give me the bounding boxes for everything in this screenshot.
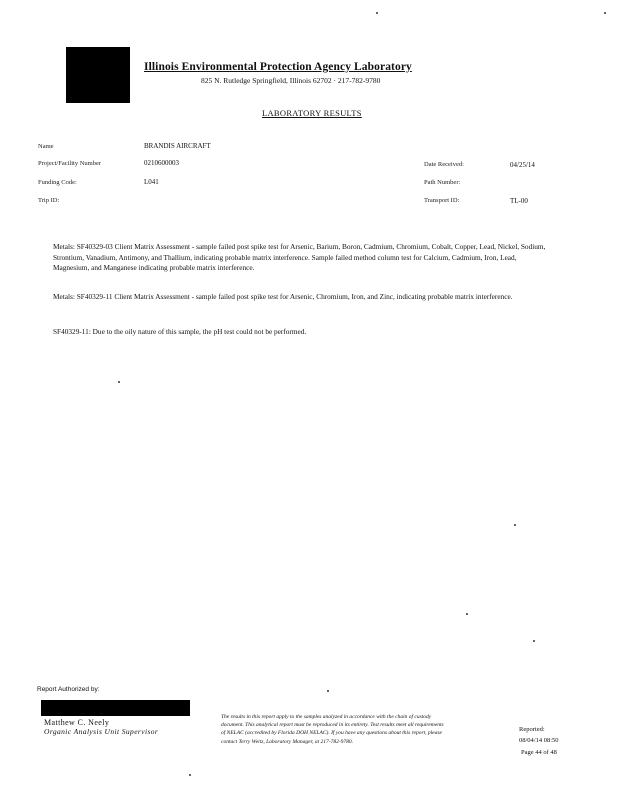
lab-address: 825 N. Rutledge Springfield, Illinois 62702 · 217-782-9780 xyxy=(201,76,381,85)
funding-label: Funding Code: xyxy=(38,179,77,186)
disclaimer-text: The results in this report apply to the samples analyzed in accordance with the chain of custody document. This analytical report must be reproduced in its entirety. Test results meet all requirements of NELAC (accredited by Florida DOH NELAC). If you have any questions about this report, please contact Terry Weitz, Laboratory Manager, at 217-782-9780. xyxy=(221,714,444,745)
scan-speck xyxy=(514,524,516,526)
report-title: LABORATORY RESULTS xyxy=(262,108,362,118)
project-value: 0210600003 xyxy=(144,159,179,167)
trip-label: Trip ID: xyxy=(38,197,60,204)
lab-name: Illinois Environmental Protection Agency Laboratory xyxy=(144,61,412,73)
name-value: BRANDIS AIRCRAFT xyxy=(144,142,211,150)
path-number-label: Path Number: xyxy=(424,179,461,186)
funding-value: L041 xyxy=(144,178,159,186)
agency-logo xyxy=(66,47,130,103)
transport-label: Transport ID: xyxy=(424,197,460,204)
date-received-label: Date Received: xyxy=(424,161,464,168)
scan-speck xyxy=(533,640,535,642)
date-received-value: 04/25/14 xyxy=(510,161,535,169)
scan-speck xyxy=(604,12,606,14)
name-label: Name xyxy=(38,143,54,150)
project-label: Project/Facility Number xyxy=(38,160,102,167)
scan-speck xyxy=(466,613,468,615)
reported-date: 08/04/14 08:50 xyxy=(519,737,559,744)
scan-speck xyxy=(118,381,120,383)
scan-speck xyxy=(327,690,329,692)
authorized-label: Report Authorized by: xyxy=(37,686,100,693)
note-ph: SF40329-11: Due to the oily nature of this sample, the pH test could not be performed. xyxy=(53,327,307,336)
note-metals-03: Metals: SF40329-03 Client Matrix Assessment - sample failed post spike test for Arsenic, Barium, Boron, Cadmium, Chromium, Cobalt, Copper, Lead, Nickel, Sodium, Strontium, Vanadium, Antimony, and Thallium, indicating probable matrix interference. Sample failed method column test for Calcium, Cadmium, Iron, Lead, Magnesium, and Manganese indicating probable matrix interference. xyxy=(53,242,546,272)
scan-speck xyxy=(189,774,191,776)
transport-value: TL-00 xyxy=(510,197,528,205)
reported-label: Reported: xyxy=(519,726,545,733)
page-number: Page 44 of 48 xyxy=(521,749,557,756)
signer-name: Matthew C. Neely xyxy=(44,718,110,727)
note-metals-11: Metals: SF40329-11 Client Matrix Assessment - sample failed post spike test for Arsenic, Chromium, Iron, and Zinc, indicating probable matrix interference. xyxy=(53,292,513,301)
scan-speck xyxy=(376,12,378,14)
signature-redaction xyxy=(41,700,190,716)
signer-title: Organic Analysis Unit Supervisor xyxy=(44,727,159,736)
